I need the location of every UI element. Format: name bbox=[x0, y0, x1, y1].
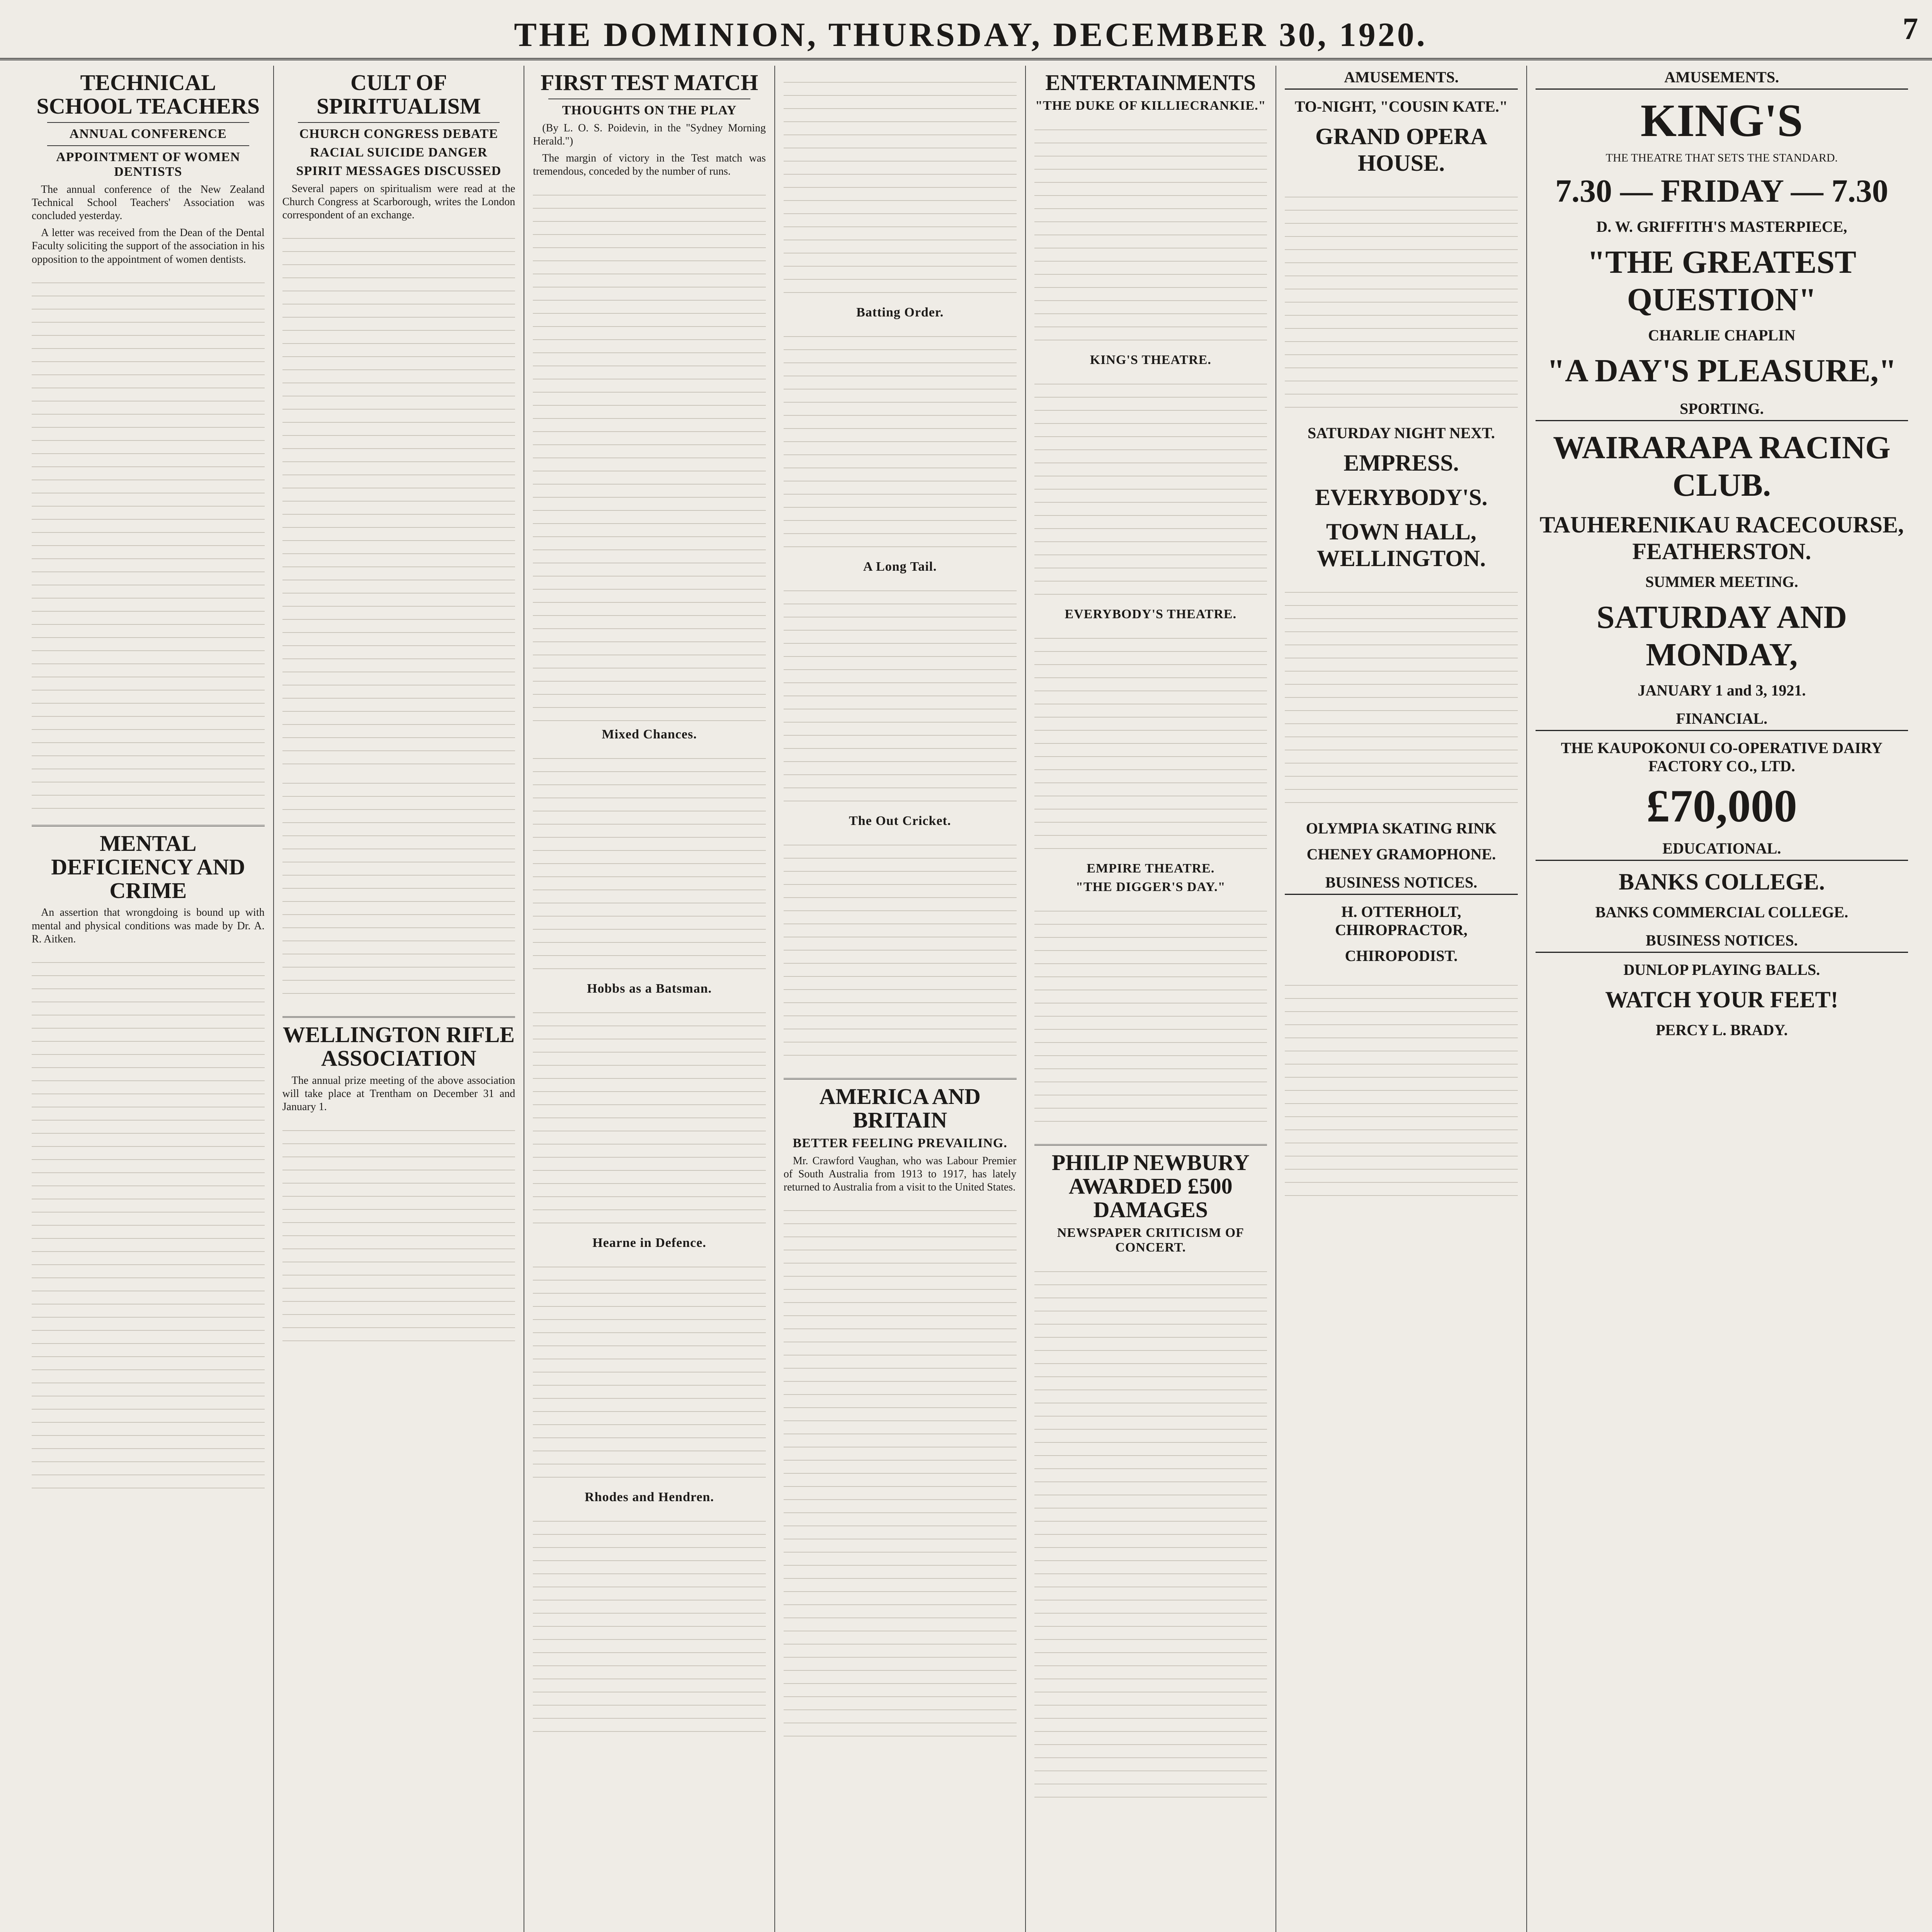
page-number: 7 bbox=[1903, 12, 1918, 46]
body-text: An assertion that wrongdoing is bound up with mental and physical conditions was made by Dr. A. R. Aitken. bbox=[32, 906, 265, 945]
subhead: "THE DIGGER'S DAY." bbox=[1075, 879, 1226, 894]
subhead: Rhodes and Hendren. bbox=[585, 1490, 714, 1504]
subhead: APPOINTMENT OF WOMEN DENTISTS bbox=[56, 150, 240, 179]
racing-dates: JANUARY 1 and 3, 1921. bbox=[1638, 682, 1806, 699]
banks-college: BANKS COLLEGE. bbox=[1619, 869, 1825, 895]
body-text: Several papers on spiritualism were read at the Church Congress at Scarborough, writes the London correspondent of an exchange. bbox=[282, 182, 515, 221]
ad-text-block bbox=[1285, 973, 1518, 1204]
columns bbox=[23, 66, 1917, 1932]
section-banner: AMUSEMENTS. bbox=[1536, 66, 1908, 90]
director-line: D. W. GRIFFITH'S MASTERPIECE, bbox=[1596, 218, 1847, 235]
body-text-block bbox=[282, 1118, 515, 1350]
banks-commercial-college: BANKS COMMERCIAL COLLEGE. bbox=[1595, 903, 1849, 921]
body-text-block bbox=[282, 770, 515, 1002]
dunlop-ad: DUNLOP PLAYING BALLS. bbox=[1623, 961, 1820, 978]
kings-times: 7.30 — FRIDAY — 7.30 bbox=[1555, 173, 1888, 209]
body-text-block bbox=[1034, 626, 1267, 857]
headline-newbury-damages: PHILIP NEWBURY AWARDED £500 DAMAGES bbox=[1051, 1150, 1250, 1222]
column-3 bbox=[524, 66, 775, 1932]
kings-tagline: THE THEATRE THAT SETS THE STANDARD. bbox=[1605, 151, 1838, 164]
subhead: THOUGHTS ON THE PLAY bbox=[562, 103, 737, 117]
headline-mental-deficiency: MENTAL DEFICIENCY AND CRIME bbox=[51, 830, 245, 903]
body-text-block bbox=[784, 70, 1017, 301]
body-text-block bbox=[1034, 371, 1267, 603]
subhead: CHURCH CONGRESS DEBATE bbox=[299, 126, 498, 141]
section-banner: FINANCIAL. bbox=[1536, 707, 1908, 731]
column-4 bbox=[775, 66, 1026, 1932]
headline-america-britain: AMERICA AND BRITAIN bbox=[819, 1084, 981, 1133]
subhead: EMPIRE THEATRE. bbox=[1087, 861, 1215, 876]
ad-cheney: CHENEY GRAMOPHONE. bbox=[1306, 845, 1496, 863]
column-6 bbox=[1276, 66, 1527, 1932]
ad-chiropractor: H. OTTERHOLT, CHIROPRACTOR, bbox=[1335, 903, 1468, 939]
subhead: Mixed Chances. bbox=[602, 727, 697, 742]
subhead: A Long Tail. bbox=[863, 560, 937, 574]
racing-meeting: SUMMER MEETING. bbox=[1645, 573, 1798, 590]
column-1 bbox=[23, 66, 274, 1932]
headline-technical-school: TECHNICAL SCHOOL TEACHERS bbox=[36, 70, 260, 119]
body-text-block bbox=[784, 832, 1017, 1064]
body-text-block bbox=[1034, 898, 1267, 1130]
subhead: SPIRIT MESSAGES DISCUSSED bbox=[296, 163, 502, 178]
body-text: The annual conference of the New Zealand Technical School Teachers' Association was concluded yesterday. bbox=[32, 183, 265, 222]
body-text: Mr. Crawford Vaughan, who was Labour Premier of South Australia from 1913 to 1917, has lately returned to Australia from a visit to the United States. bbox=[783, 1155, 1017, 1194]
ad-town-hall: TOWN HALL, WELLINGTON. bbox=[1316, 519, 1486, 571]
racing-days: SATURDAY AND MONDAY, bbox=[1596, 599, 1847, 673]
column-2 bbox=[274, 66, 525, 1932]
masthead-title: THE DOMINION, THURSDAY, DECEMBER 30, 1920. bbox=[514, 16, 1427, 54]
chaplin-line: CHARLIE CHAPLIN bbox=[1648, 327, 1796, 344]
subhead: Batting Order. bbox=[856, 305, 944, 320]
column-5 bbox=[1026, 66, 1277, 1932]
body-text-block bbox=[533, 182, 766, 723]
body-text-block bbox=[1034, 117, 1267, 349]
subhead: NEWSPAPER CRITICISM OF CONCERT. bbox=[1057, 1225, 1244, 1255]
byline: (By L. O. S. Poidevin, in the "Sydney Morning Herald.") bbox=[533, 122, 766, 148]
body-text-block bbox=[32, 270, 265, 811]
body-text: A letter was received from the Dean of the Dental Faculty soliciting the support of the association in his opposition to the appointment of women dentists. bbox=[32, 227, 265, 265]
body-text-block bbox=[533, 746, 766, 978]
subhead: KING'S THEATRE. bbox=[1090, 352, 1211, 367]
watch-your-feet-ad: WATCH YOUR FEET! bbox=[1605, 987, 1838, 1012]
headline-entertainments: ENTERTAINMENTS bbox=[1045, 70, 1256, 95]
ad-grand-opera-house: GRAND OPERA HOUSE. bbox=[1315, 124, 1487, 176]
ad-text-block bbox=[1285, 580, 1518, 811]
racing-club: WAIRARAPA RACING CLUB. bbox=[1553, 430, 1891, 503]
ad-saturday: SATURDAY NIGHT NEXT. bbox=[1307, 424, 1495, 442]
financial-amount: £70,000 bbox=[1646, 780, 1797, 832]
column-7 bbox=[1527, 66, 1917, 1932]
headline-spiritualism: CULT OF SPIRITUALISM bbox=[316, 70, 481, 119]
ad-cousin-kate: TO-NIGHT, "COUSIN KATE." bbox=[1294, 98, 1508, 115]
subhead: Hearne in Defence. bbox=[592, 1235, 706, 1250]
headline-rifle-association: WELLINGTON RIFLE ASSOCIATION bbox=[282, 1022, 515, 1071]
subhead: BETTER FEELING PREVAILING. bbox=[793, 1136, 1007, 1150]
body-text-block bbox=[32, 950, 265, 1491]
kings-title: KING'S bbox=[1640, 95, 1803, 146]
body-text-block bbox=[533, 1509, 766, 1740]
section-banner: EDUCATIONAL. bbox=[1536, 837, 1908, 861]
financial-notice: THE KAUPOKONUI CO-OPERATIVE DAIRY FACTORY CO., LTD. bbox=[1561, 739, 1883, 775]
body-text-block bbox=[533, 1000, 766, 1232]
subhead: EVERYBODY'S THEATRE. bbox=[1065, 607, 1237, 621]
headline-first-test: FIRST TEST MATCH bbox=[541, 70, 759, 95]
short-title: "A DAY'S PLEASURE," bbox=[1547, 353, 1897, 389]
subhead: ANNUAL CONFERENCE bbox=[69, 126, 227, 141]
ad-olympia: OLYMPIA SKATING RINK bbox=[1306, 820, 1497, 837]
body-text-block bbox=[533, 1254, 766, 1486]
body-text-block bbox=[282, 226, 515, 767]
racing-venue: TAUHERENIKAU RACECOURSE, FEATHERSTON. bbox=[1539, 512, 1904, 564]
ad-everybodys: EVERYBODY'S. bbox=[1315, 485, 1488, 510]
body-text-block bbox=[784, 324, 1017, 556]
section-banner: BUSINESS NOTICES. bbox=[1536, 929, 1908, 953]
subhead: The Out Cricket. bbox=[849, 814, 951, 828]
body-text: The annual prize meeting of the above association will take place at Trentham on December 31 and January 1. bbox=[282, 1075, 515, 1113]
subhead: Hobbs as a Batsman. bbox=[587, 981, 712, 996]
body-text: The margin of victory in the Test match was tremendous, conceded by the number of runs. bbox=[533, 152, 766, 178]
brady-ad: PERCY L. BRADY. bbox=[1656, 1021, 1788, 1039]
masthead bbox=[0, 0, 1932, 60]
section-banner: AMUSEMENTS. bbox=[1285, 66, 1518, 90]
body-text-block bbox=[784, 1198, 1017, 1739]
subhead: RACIAL SUICIDE DANGER bbox=[310, 145, 488, 160]
feature-title: "THE GREATEST QUESTION" bbox=[1587, 244, 1856, 318]
ad-empress: EMPRESS. bbox=[1344, 450, 1459, 476]
body-text-block bbox=[1034, 1259, 1267, 1800]
ad-text-block bbox=[1285, 184, 1518, 416]
body-text-block bbox=[784, 578, 1017, 810]
section-banner: BUSINESS NOTICES. bbox=[1285, 871, 1518, 895]
subhead: "THE DUKE OF KILLIECRANKIE." bbox=[1035, 98, 1266, 113]
ad-chiropodist: CHIROPODIST. bbox=[1345, 947, 1458, 964]
section-banner: SPORTING. bbox=[1536, 397, 1908, 421]
